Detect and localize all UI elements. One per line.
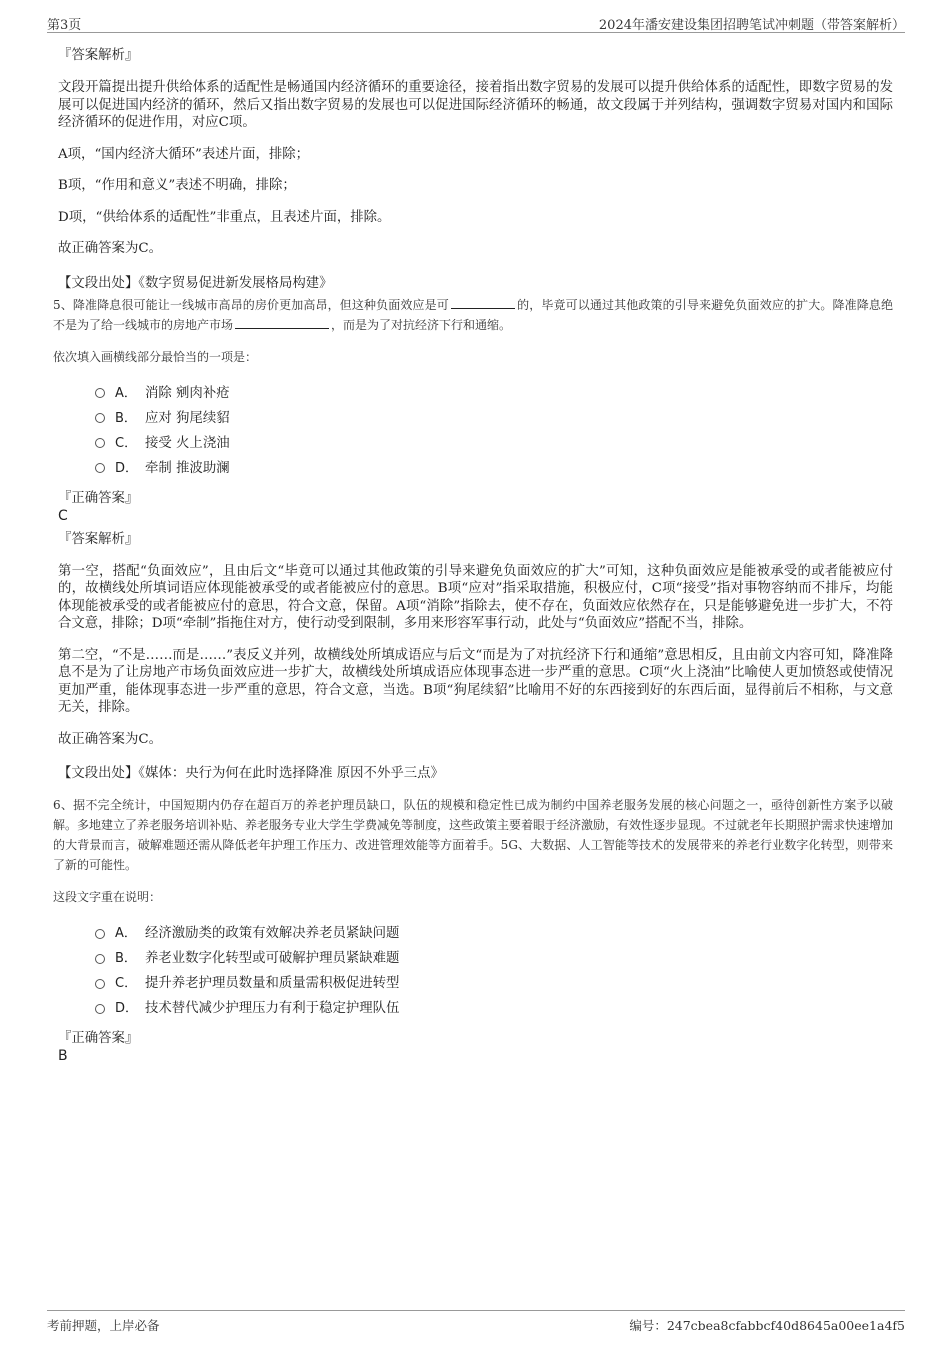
option-d[interactable]: D． 技术替代减少护理压力有利于稳定护理队伍	[95, 994, 893, 1019]
page-number: 第3页	[47, 18, 82, 33]
option-a[interactable]: A． 经济激励类的政策有效解决养老员紧缺问题	[95, 919, 893, 944]
analysis-paragraph: 第二空，“不是……而是……”表反义并列，故横线处所填成语应与后文“而是为了对抗经济下行和通缩”意思相反，且由前文内容可知，降准降息不是为了让房地产市场负面效应进一步扩大，故横线处所填成语应体现事态进一步严重的意思。C项“火上浇油”比喻使人更加愤怒或使情况更加严重，能体现事态进一步严重的意思，符合文意，当选。B项“狗尾续貂”比喻用不好的东西接到好的东西后面，显得前后不相称，与文意无关，排除。	[58, 647, 893, 715]
document-body	[55, 44, 893, 1068]
option-c[interactable]: C． 提升养老护理员数量和质量需积极促进转型	[95, 969, 893, 994]
correct-answer: C	[58, 507, 68, 524]
document-title: 2024年潘安建设集团招聘笔试冲刺题（带答案解析）	[598, 18, 905, 33]
analysis-paragraph: 故正确答案为C。	[58, 241, 162, 256]
source-citation: 【文段出处】《媒体：央行为何在此时选择降准 原因不外乎三点》	[58, 766, 444, 781]
analysis-label: 『答案解析』	[58, 48, 139, 63]
answer-options	[95, 919, 893, 1019]
analysis-label: 『答案解析』	[58, 531, 139, 547]
footer-slogan: 考前押题，上岸必备	[47, 1318, 160, 1333]
page-header	[47, 12, 905, 33]
radio-button[interactable]	[95, 929, 105, 939]
radio-button[interactable]	[95, 463, 105, 473]
radio-button[interactable]	[95, 413, 105, 423]
radio-button[interactable]	[95, 979, 105, 989]
analysis-paragraph: 故正确答案为C。	[58, 731, 162, 747]
correct-answer-label: 『正确答案』	[58, 1031, 139, 1046]
radio-button[interactable]	[95, 954, 105, 964]
radio-button[interactable]	[95, 438, 105, 448]
question-prompt: 这段文字重在说明：	[53, 890, 162, 904]
question-stem: 5、降准降息很可能让一线城市高昂的房价更加高昂，但这种负面效应是可 的，毕竟可以通过其他政策的引导来避免负面效应的扩大。降准降息绝不是为了给一线城市的房地产市场 ，而是为了对抗经济下行和通缩。	[53, 297, 893, 332]
document-code: 编号：247cbea8cfabbcf40d8645a00ee1a4f5	[629, 1318, 905, 1333]
option-d[interactable]: D． 牵制 推波助澜	[95, 454, 893, 479]
question-prompt: 依次填入画横线部分最恰当的一项是：	[53, 349, 258, 364]
analysis-paragraph: B项，“作用和意义”表述不明确，排除；	[58, 178, 296, 193]
answer-options	[95, 379, 893, 479]
option-a[interactable]: A． 消除 剜肉补疮	[95, 379, 893, 404]
fill-blank-2	[235, 316, 329, 329]
option-c[interactable]: C． 接受 火上浇油	[95, 429, 893, 454]
source-citation: 【文段出处】《数字贸易促进新发展格局构建》	[58, 275, 333, 291]
radio-button[interactable]	[95, 1004, 105, 1014]
radio-button[interactable]	[95, 388, 105, 398]
analysis-paragraph: 第一空，搭配“负面效应”，且由后文“毕竟可以通过其他政策的引导来避免负面效应的扩大”可知，这种负面效应是能被承受的或者能被应付的，故横线处所填词语应体现能被承受的或者能被应付的意思。B项“应对”指采取措施，积极应付，C项“接受”指对事物容纳而不排斥，均能体现能被承受的或者能被应付的意思，符合文意，保留。A项“消除”指除去，使不存在，负面效应依然存在，只是能够避免进一步扩大，不符合文意，排除；D项“牵制”指拖住对方，使行动受到限制，多用来形容军事行动，此处与“负面效应”搭配不当，排除。	[58, 563, 893, 631]
fill-blank-1	[451, 296, 515, 309]
question-stem: 6、据不完全统计，中国短期内仍存在超百万的养老护理员缺口，队伍的规模和稳定性已成为制约中国养老服务发展的核心问题之一，亟待创新性方案予以破解。多地建立了养老服务培训补贴、养老服务专业大学生学费减免等制度，这些政策主要着眼于经济激励，有效性逐步显现。不过就老年长期照护需求快速增加的大背景而言，破解难题还需从降低老年护理工作压力、改进管理效能等方面着手。5G、大数据、人工智能等技术的发展带来的养老行业数字化转型，则带来了新的可能性。	[53, 798, 894, 872]
option-b[interactable]: B． 养老业数字化转型或可破解护理员紧缺难题	[95, 944, 893, 969]
analysis-paragraph: 文段开篇提出提升供给体系的适配性是畅通国内经济循环的重要途径，接着指出数字贸易的发展可以提升供给体系的适配性，即数字贸易的发展可以促进国内经济的循环，然后又指出数字贸易的发展也可以促进国际经济循环的畅通，故文段属于并列结构，强调数字贸易对国内和国际经济循环的促进作用，对应C项。	[58, 80, 893, 130]
page-footer	[47, 1310, 905, 1333]
option-b[interactable]: B． 应对 狗尾续貂	[95, 404, 893, 429]
correct-answer: B	[58, 1048, 68, 1064]
correct-answer-label: 『正确答案』	[58, 490, 139, 506]
analysis-paragraph: D项，“供给体系的适配性”非重点，且表述片面，排除。	[58, 209, 391, 225]
analysis-paragraph: A项，“国内经济大循环”表述片面，排除；	[58, 146, 310, 162]
